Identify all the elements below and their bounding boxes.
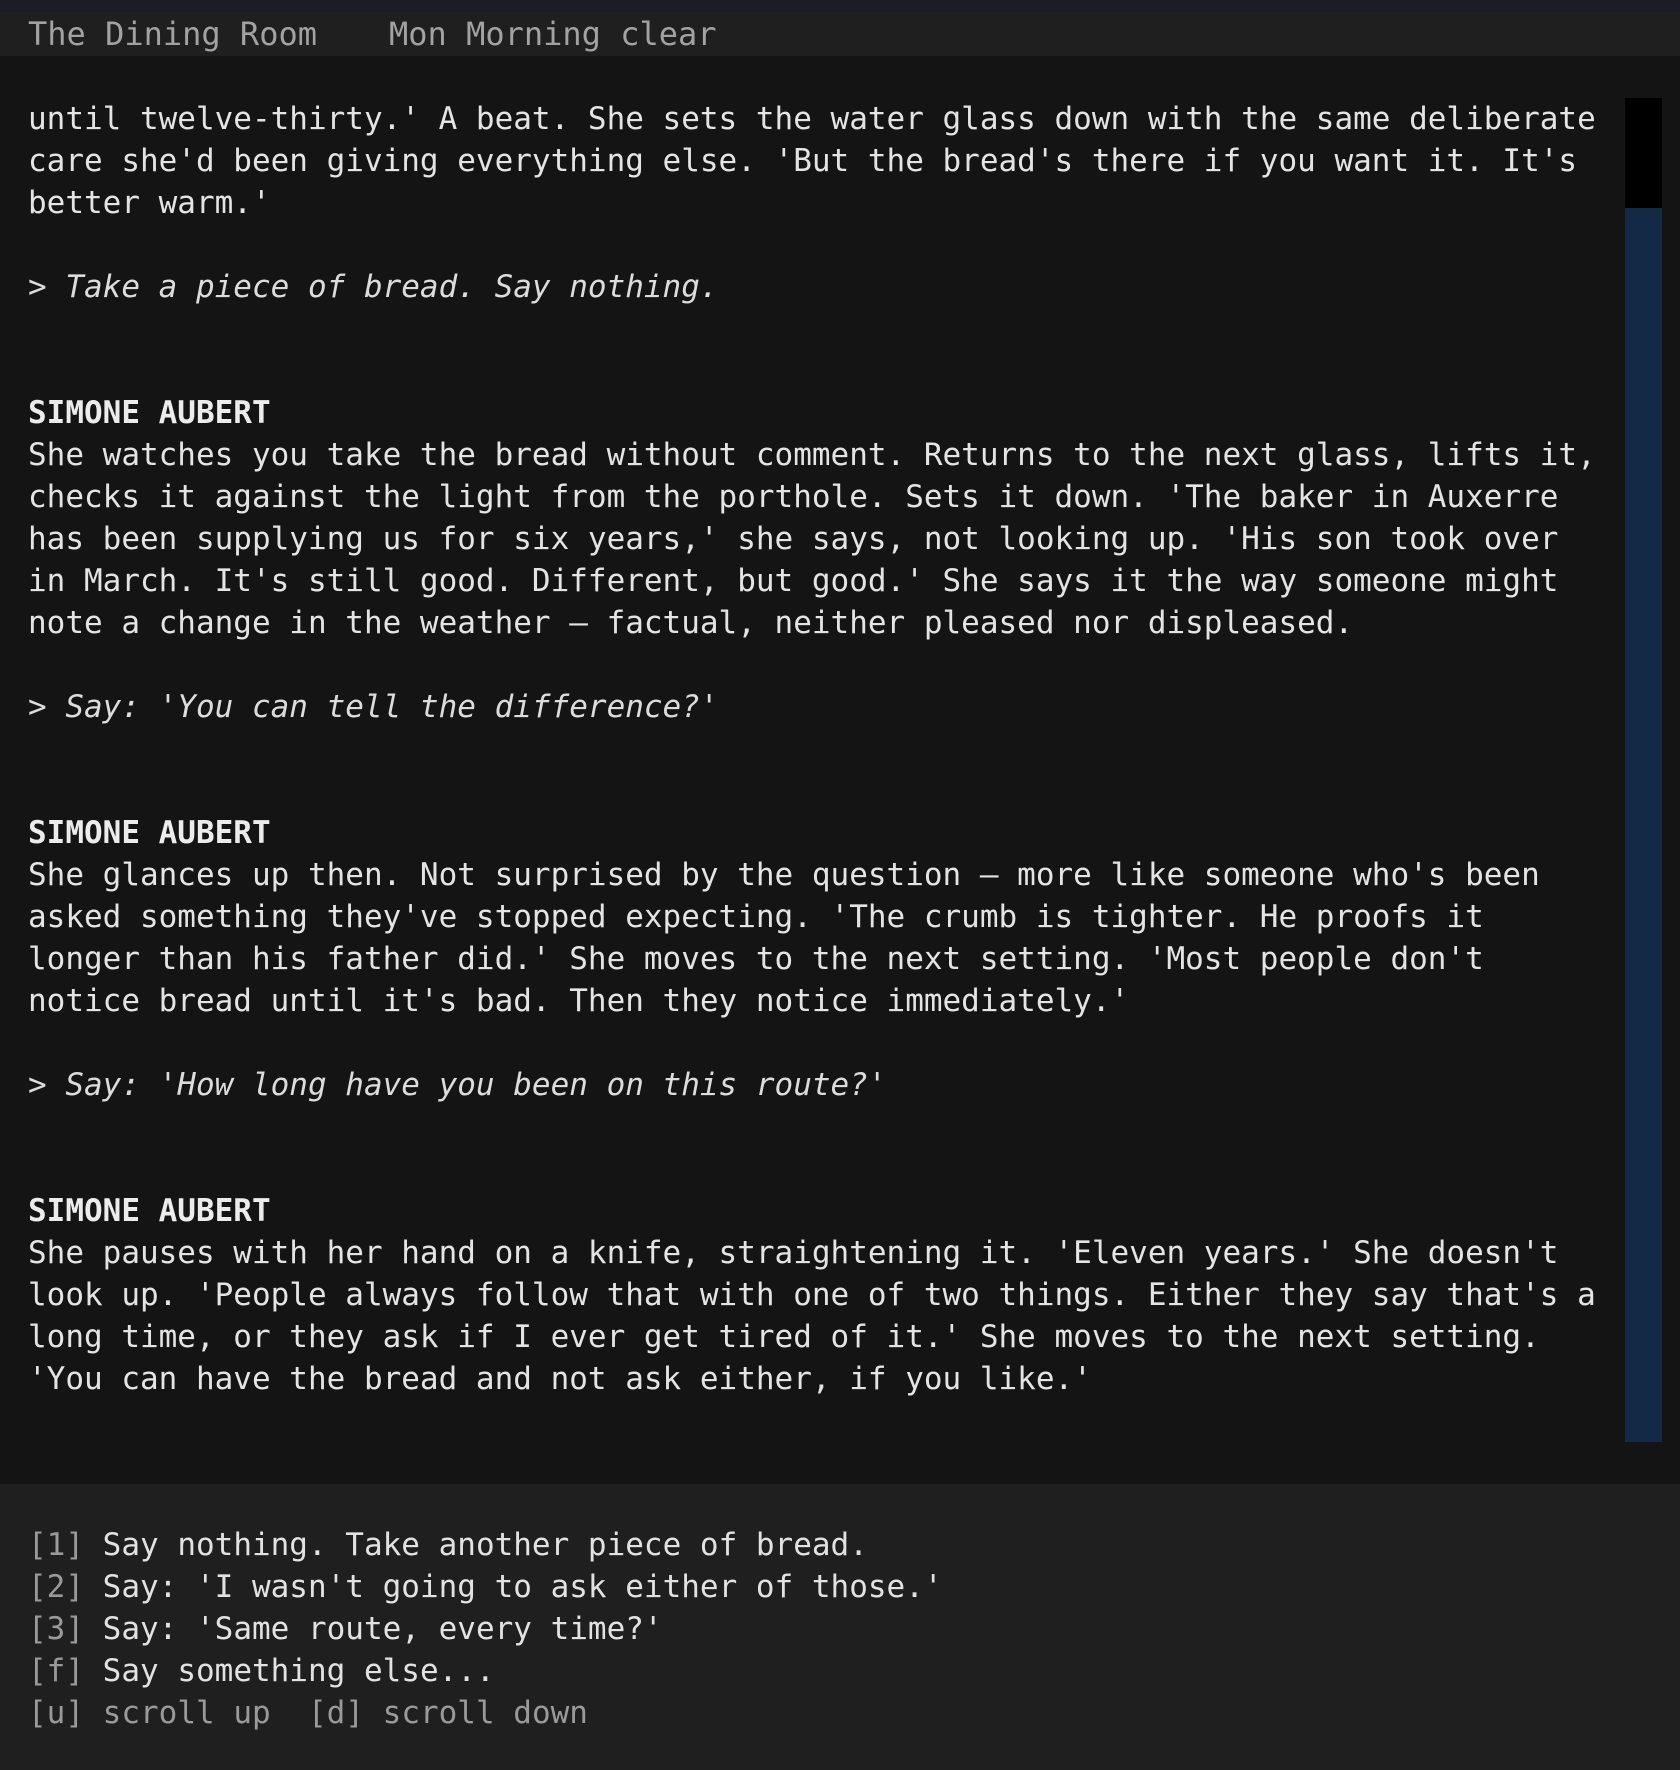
- text-line: asked something they've stopped expecting. 'The crumb is tighter. He proofs it: [28, 899, 1484, 935]
- scroll-down-label: scroll down: [382, 1695, 588, 1731]
- text-line: note a change in the weather — factual, neither pleased nor displeased.: [28, 605, 1354, 641]
- window-top-edge: [0, 0, 1680, 12]
- player-command: > Take a piece of bread. Say nothing.: [28, 269, 719, 305]
- choice-option-3[interactable]: [28, 1608, 663, 1650]
- scroll-up-label: scroll up: [102, 1695, 271, 1731]
- choice-label: Say: 'Same route, every time?': [102, 1611, 663, 1647]
- scroll-up-key: [u]: [28, 1695, 84, 1731]
- text-line: She pauses with her hand on a knife, straightening it. 'Eleven years.' She doesn't: [28, 1235, 1559, 1271]
- scrollbar-track[interactable]: [1625, 98, 1662, 1442]
- text-line: look up. 'People always follow that with one of two things. Either they say that's a: [28, 1277, 1596, 1313]
- npc-response: [28, 812, 1628, 1022]
- choice-option-2[interactable]: [28, 1566, 943, 1608]
- speaker-name: SIMONE AUBERT: [28, 395, 271, 431]
- choice-key: [1]: [28, 1527, 84, 1563]
- scroll-up-control[interactable]: [28, 1695, 271, 1731]
- text-line: longer than his father did.' She moves to the next setting. 'Most people don't: [28, 941, 1484, 977]
- text-line: has been supplying us for six years,' she says, not looking up. 'His son took over: [28, 521, 1559, 557]
- location-label: The Dining Room: [28, 15, 317, 53]
- opening-paragraph: [28, 98, 1628, 224]
- text-line: She glances up then. Not surprised by the question — more like someone who's been: [28, 857, 1540, 893]
- choice-label: Say: 'I wasn't going to ask either of those.': [102, 1569, 943, 1605]
- status-bar: [0, 12, 1680, 56]
- scroll-down-key: [d]: [307, 1695, 364, 1731]
- text-line: checks it against the light from the porthole. Sets it down. 'The baker in Auxerre: [28, 479, 1559, 515]
- text-line: long time, or they ask if I ever get tired of it.' She moves to the next setting.: [28, 1319, 1540, 1355]
- choice-label: Say something else...: [102, 1653, 495, 1689]
- text-line: notice bread until it's bad. Then they notice immediately.': [28, 983, 1130, 1019]
- choice-key: [3]: [28, 1611, 84, 1647]
- text-line: better warm.': [28, 185, 271, 221]
- speaker-name: SIMONE AUBERT: [28, 1193, 271, 1229]
- npc-response: [28, 1190, 1628, 1400]
- player-command: > Say: 'You can tell the difference?': [28, 689, 719, 725]
- time-weather-label: Mon Morning clear: [389, 15, 717, 53]
- choice-panel: [0, 1484, 1680, 1770]
- speaker-name: SIMONE AUBERT: [28, 815, 271, 851]
- scroll-controls: [28, 1692, 588, 1734]
- choice-label: Say nothing. Take another piece of bread.: [102, 1527, 868, 1563]
- text-line: 'You can have the bread and not ask either, if you like.': [28, 1361, 1092, 1397]
- text-line: care she'd been giving everything else. 'But the bread's there if you want it. It's: [28, 143, 1578, 179]
- choice-key: [2]: [28, 1569, 84, 1605]
- player-command: > Say: 'How long have you been on this route?': [28, 1067, 887, 1103]
- scroll-down-control[interactable]: [308, 1695, 588, 1731]
- story-transcript: [28, 98, 1628, 1438]
- text-line: in March. It's still good. Different, but good.' She says it the way someone might: [28, 563, 1559, 599]
- npc-response: [28, 392, 1628, 644]
- choice-free-text[interactable]: [28, 1650, 495, 1692]
- text-line: until twelve-thirty.' A beat. She sets the water glass down with the same deliberate: [28, 101, 1596, 137]
- choice-key: [f]: [28, 1653, 84, 1689]
- scrollbar-thumb[interactable]: [1625, 98, 1662, 208]
- choice-option-1[interactable]: [28, 1524, 868, 1566]
- text-line: She watches you take the bread without comment. Returns to the next glass, lifts it,: [28, 437, 1596, 473]
